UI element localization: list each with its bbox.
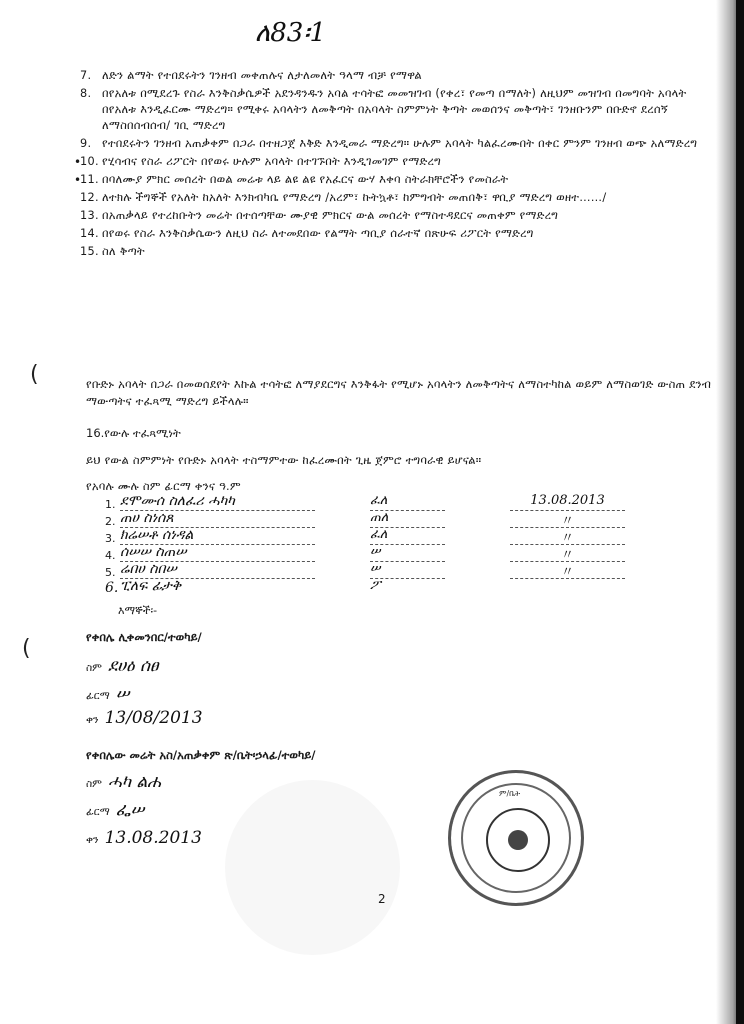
table-row: 2. ጠሀ ስነሰጸ ጠለ 〃 <box>100 512 660 529</box>
table-row: 5. ሬበሀ ስበሠ ሠ 〃 <box>100 563 660 580</box>
official-seal-stamp: ም/ቤት <box>448 770 584 906</box>
date-ditto-mark: 〃 <box>510 527 625 545</box>
members-heading: የአባሉ ሙሉ ስም ፊርማ ቀንና ዓ.ም <box>86 480 241 493</box>
table-row: 1. ደሞሙሰ ስለፈሪ ሓካካ ፈለ 13.08.2013 <box>100 495 660 512</box>
list-item: • 10. የሂሳብና የስራ ሪፖርት በየወሩ ሁሉም አባላት በተገኙበት እንዲገመገም የማድረግ <box>74 155 442 169</box>
land-officer-signature: ፌሠ <box>115 800 145 820</box>
punch-hole-mark: ( <box>30 362 39 387</box>
margin-bullet: • <box>74 155 82 169</box>
table-row: 4. ሰሠሠ ስጠሠ ሠ 〃 <box>100 546 660 563</box>
punch-hole-mark: ( <box>22 636 31 661</box>
land-officer-sign-field: ፊርማ ፌሠ <box>86 800 145 820</box>
signatory-name: ጠሀ ስነሰጸ <box>120 510 315 528</box>
list-item: 14. በየወሩ የስራ እንቅስቃሴውን ለዚህ ስራ ለተመደበው የልማት ጣቢያ ሰራተኛ በጽሁፍ ሪፖርት የማድረግ <box>80 227 534 240</box>
date-ditto-mark: 〃 <box>510 510 625 528</box>
signatory-name: ደሞሙሰ ስለፈሪ ሓካካ <box>120 493 315 511</box>
signatory-name: ሬበሀ ስበሠ <box>120 561 315 579</box>
signatory-name: ፒለፍ ፊታቅ <box>120 578 182 594</box>
land-officer-title: የቀበሌው መሬት አስ/አጠቃቀም ጽ/ቤት፡ኃላፊ/ተወካይ/ <box>86 748 316 762</box>
receiver-signature: ሠ <box>115 684 130 704</box>
margin-bullet: • <box>74 173 82 187</box>
faint-stamp-shadow <box>225 780 400 955</box>
signatory-table <box>100 495 660 597</box>
list-item: 7. ለድን ልማት የተበደሩትን ገንዘብ መቀጠሉና ለታለመለት ዓላማ ብቻ የማዋል <box>80 69 422 82</box>
signatory-signature: ፖ <box>370 578 381 593</box>
receiver-date-value: 13/08/2013 <box>104 708 203 728</box>
signatory-name: ክሬሠቶ ሰነዳል <box>120 527 315 545</box>
table-row: 3. ክሬሠቶ ሰነዳል ፈለ 〃 <box>100 529 660 546</box>
list-item: 8. በየአለቱ በሚደረጉ የስራ እንቅስቃሴዎች አደንዳንዱን አባል ተሳትፎ መመዝገብ (የቀረ፣ የመጣ በማለት) ለዚህም መዝገብ በመግባት አባላት በየአለቱ እንዲፈርሙ ማድረግ። የሚቀሩ አባላትን ለመቅጣት በአባላት ስምምነት ቅጣት መወሰንና መቅጣት፣ ገንዘቡንም በቡድኖ ደረሰኝ ለማስበሰብሰብ/ ገቢ ማድረግ <box>80 87 687 132</box>
date-ditto-mark: 〃 <box>510 544 625 562</box>
obligations-list <box>74 68 720 262</box>
signatory-signature: ሠ <box>370 561 445 579</box>
land-officer-date-value: 13.08.2013 <box>104 828 202 848</box>
handwritten-page-mark: ለ83፡1 <box>255 18 326 48</box>
list-item: 15. ስለ ቅጣት <box>80 245 145 258</box>
list-item: 12. ለተክሉ ችግኞች የአለት ከአለት እንክብካቤ የማድረግ /አረም፣ ኩትኳቶ፣ ከምግብት መጠበቅ፣ ዋቢያ ማድረግ ወዘተ……/ <box>80 191 607 204</box>
land-officer-date-field: ቀን 13.08.2013 <box>86 828 202 848</box>
land-officer-name-field: ስም ሓካ ልሐ <box>86 772 161 792</box>
section-16-title: 16.የውሉ ተፈጻሚነት <box>86 426 181 440</box>
list-item: • 11. በባለሙያ ምክር መሰረት በወል መሬቱ ላይ ልዩ ልዩ የአፈርና ውሃ እቀባ ስትራክቸሮችን የመስራት <box>74 173 509 187</box>
land-officer-name-value: ሓካ ልሐ <box>107 772 161 792</box>
table-row: 6. ፒለፍ ፊታቅ ፖ <box>100 580 660 597</box>
receiver-title: የቀበሌ ሊቀመንበር/ተወካይ/ <box>86 630 202 644</box>
section-16-text: ይህ የውል ስምምነት የቡድኑ አባላት ተስማምተው ከፈረሙበት ጊዜ ጀምሮ ተግባራዊ ይሆናል። <box>86 454 482 467</box>
signatory-signature: ፈለ <box>370 527 445 545</box>
signatory-signature: ሠ <box>370 544 445 562</box>
penalty-paragraph: የቡድኑ አባላት በጋራ በመወሰደየት እኩል ተሳትፎ ለማያደርግና እንቅፋት የሚሆኑ አባላትን ለመቅጣትና ለማስተካከል ወይም ለማስወገድ ውስጠ ደንብ ማውጣትና ተፈጻሚ ማድረግ ይችላሉ። <box>86 378 712 408</box>
signatory-date: 13.08.2013 <box>510 493 625 511</box>
receiver-name-value: ደሀዕ ሰፀ <box>107 656 159 676</box>
page-number: 2 <box>378 892 386 906</box>
list-item: 13. በአጠቃላይ የተረከቡትን መሬት በተሰጣቸው ሙያዊ ምክርና ውል መሰረት የማስተዳደርና መጠቀም የማድረግ <box>80 209 559 222</box>
date-ditto-mark: 〃 <box>510 561 625 579</box>
signatory-name: ሰሠሠ ስጠሠ <box>120 544 315 562</box>
list-item: 9. የተበደሩትን ገንዘብ አጠቃቀም በጋራ በተዘጋጀ እቅድ እንዲመራ ማድረግ። ሁሉም አባላት ካልፈረሙበት በቀር ምንም ገንዘብ ወጭ አለማድረግ <box>80 137 698 150</box>
signatory-signature: ፈለ <box>370 493 445 511</box>
receiver-name-field: ስም ደሀዕ ሰፀ <box>86 656 159 676</box>
signatory-date <box>510 578 625 595</box>
witnesses-label: እማኞች፡- <box>118 604 158 617</box>
receiver-sign-field: ፊርማ ሠ <box>86 684 130 704</box>
receiver-date-field: ቀን 13/08/2013 <box>86 708 203 728</box>
signatory-signature: ጠለ <box>370 510 445 528</box>
scan-edge <box>736 0 744 1024</box>
